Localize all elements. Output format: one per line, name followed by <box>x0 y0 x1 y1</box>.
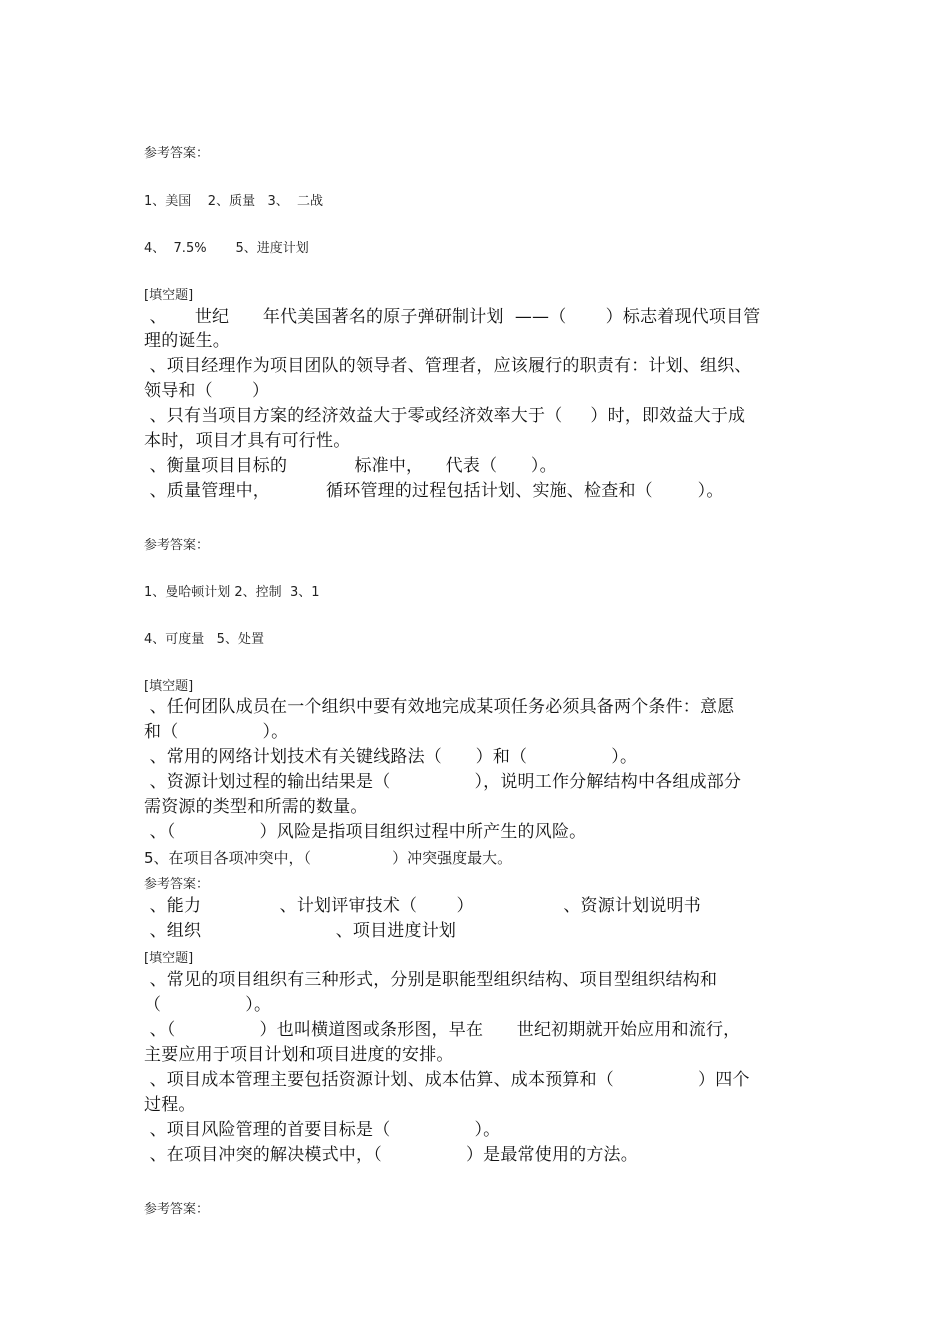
question-line: 、衡量项目目标的 标准中， 代表（ ）。 <box>144 456 557 476</box>
answers-label: 参考答案： <box>144 538 210 553</box>
question-line: 、任何团队成员在一个组织中要有效地完成某项任务必须具备两个条件：意愿 <box>144 697 735 717</box>
question-line: 、（ ）也叫横道图或条形图，早在 世纪初期就开始应用和流行， <box>144 1020 741 1040</box>
question-line: 、常用的网络计划技术有关键线路法（ ）和（ ）。 <box>144 747 638 767</box>
answers-label: 参考答案： <box>144 877 210 892</box>
answer-line: 1、美国 2、质量 3、 二战 <box>144 194 324 209</box>
question-line: 、在项目冲突的解决模式中，（ ）是最常使用的方法。 <box>144 1145 638 1165</box>
answer-line: 4、 7.5% 5、进度计划 <box>144 241 309 256</box>
answers-label: 参考答案： <box>144 146 210 161</box>
question-type-tag: [填空题] <box>144 288 194 303</box>
question-line: 、项目风险管理的首要目标是（ ）。 <box>144 1120 501 1140</box>
question-line: 过程。 <box>144 1095 196 1115</box>
question-line: 理的诞生。 <box>144 331 230 351</box>
question-type-tag: [填空题] <box>144 951 194 966</box>
answer-line: 4、可度量 5、处置 <box>144 632 264 647</box>
question-line: 、项目经理作为项目团队的领导者、管理者，应该履行的职责有：计划、组织、 <box>144 356 752 376</box>
question-line: 、 世纪 年代美国著名的原子弹研制计划 ——（ ）标志着现代项目管 <box>144 307 761 327</box>
question-line: 、质量管理中， 循环管理的过程包括计划、实施、检查和（ ）。 <box>144 481 724 501</box>
question-type-tag: [填空题] <box>144 679 194 694</box>
question-line: 需资源的类型和所需的数量。 <box>144 797 368 817</box>
question-line: 、资源计划过程的输出结果是（ ），说明工作分解结构中各组成部分 <box>144 772 742 792</box>
question-line: （ ）。 <box>144 995 272 1015</box>
question-line: 、（ ）风险是指项目组织过程中所产生的风险。 <box>144 822 587 842</box>
answers-label: 参考答案： <box>144 1202 210 1217</box>
question-line: 、常见的项目组织有三种形式，分别是职能型组织结构、项目型组织结构和 <box>144 970 718 990</box>
answer-line: 、组织 、项目进度计划 <box>144 921 457 941</box>
question-line: 主要应用于项目计划和项目进度的安排。 <box>144 1045 454 1065</box>
question-line: 、项目成本管理主要包括资源计划、成本估算、成本预算和（ ）四个 <box>144 1070 750 1090</box>
answer-line: 、能力 、计划评审技术（ ） 、资源计划说明书 <box>144 896 701 916</box>
question-line: 本时，项目才具有可行性。 <box>144 431 351 451</box>
question-line: 和（ ）。 <box>144 722 289 742</box>
question-line: 领导和（ ） <box>144 381 270 401</box>
answer-line: 1、曼哈顿计划 2、控制 3、1 <box>144 585 320 600</box>
question-line: 、只有当项目方案的经济效益大于零或经济效率大于（ ）时，即效益大于成 <box>144 406 746 426</box>
question-line: 5、在项目各项冲突中，（ ）冲突强度最大。 <box>144 849 513 867</box>
